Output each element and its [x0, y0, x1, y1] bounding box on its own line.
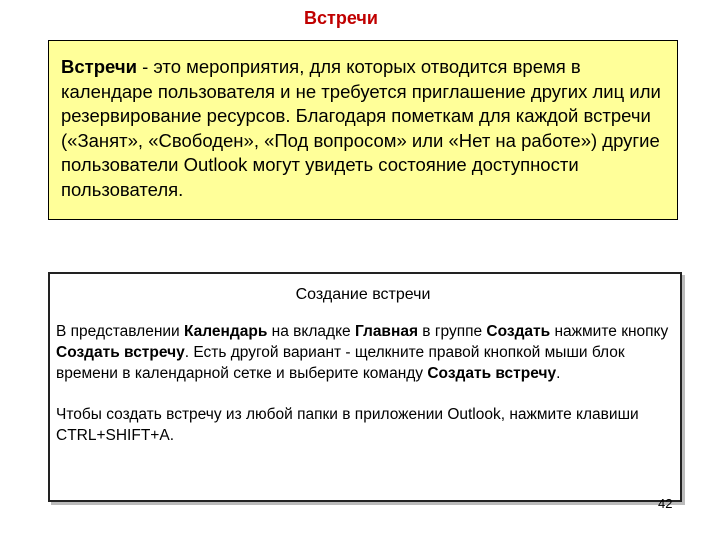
- calendar-term: Календарь: [184, 323, 268, 340]
- p1-text-2: на вкладке: [267, 323, 355, 340]
- new-appointment-term: Создать встречу: [56, 344, 185, 361]
- new-appointment-command-term: Создать встречу: [427, 365, 557, 382]
- p1-text-3: в группе: [418, 323, 487, 340]
- definition-text: - это мероприятия, для которых отводится время в календаре пользователя и не требуется приглашение других лиц или резервирование ресурсов. Благодаря пометкам для каждой встречи («Занят», «Свободен», «Под вопросом» или «Нет на работе») другие пользователи Outlook могут увидеть состояние доступности пользователя.: [61, 56, 661, 200]
- instructions-title: Создание встречи: [295, 286, 431, 303]
- p1-text-5: . Есть другой вариант - щелкните правой кнопкой мыши блок времени в календарной сетке и выберите команду: [56, 344, 625, 382]
- p1-text-1: В представлении: [56, 323, 185, 340]
- page-number: 42: [658, 496, 673, 511]
- p1-text-4: нажмите кнопку: [550, 323, 669, 340]
- definition-term: Встречи: [61, 56, 137, 77]
- home-tab-term: Главная: [354, 323, 418, 340]
- definition-box: [48, 40, 678, 220]
- instructions-paragraph-1: [56, 321, 670, 384]
- instructions-box: [48, 272, 682, 502]
- instructions-paragraph-2: Чтобы создать встречу из любой папки в приложении Outlook, нажмите клавиши CTRL+SHIFT+A.: [56, 406, 639, 444]
- create-group-term: Создать: [486, 323, 551, 340]
- page-title: Встречи: [304, 8, 378, 28]
- p1-text-6: .: [556, 365, 561, 382]
